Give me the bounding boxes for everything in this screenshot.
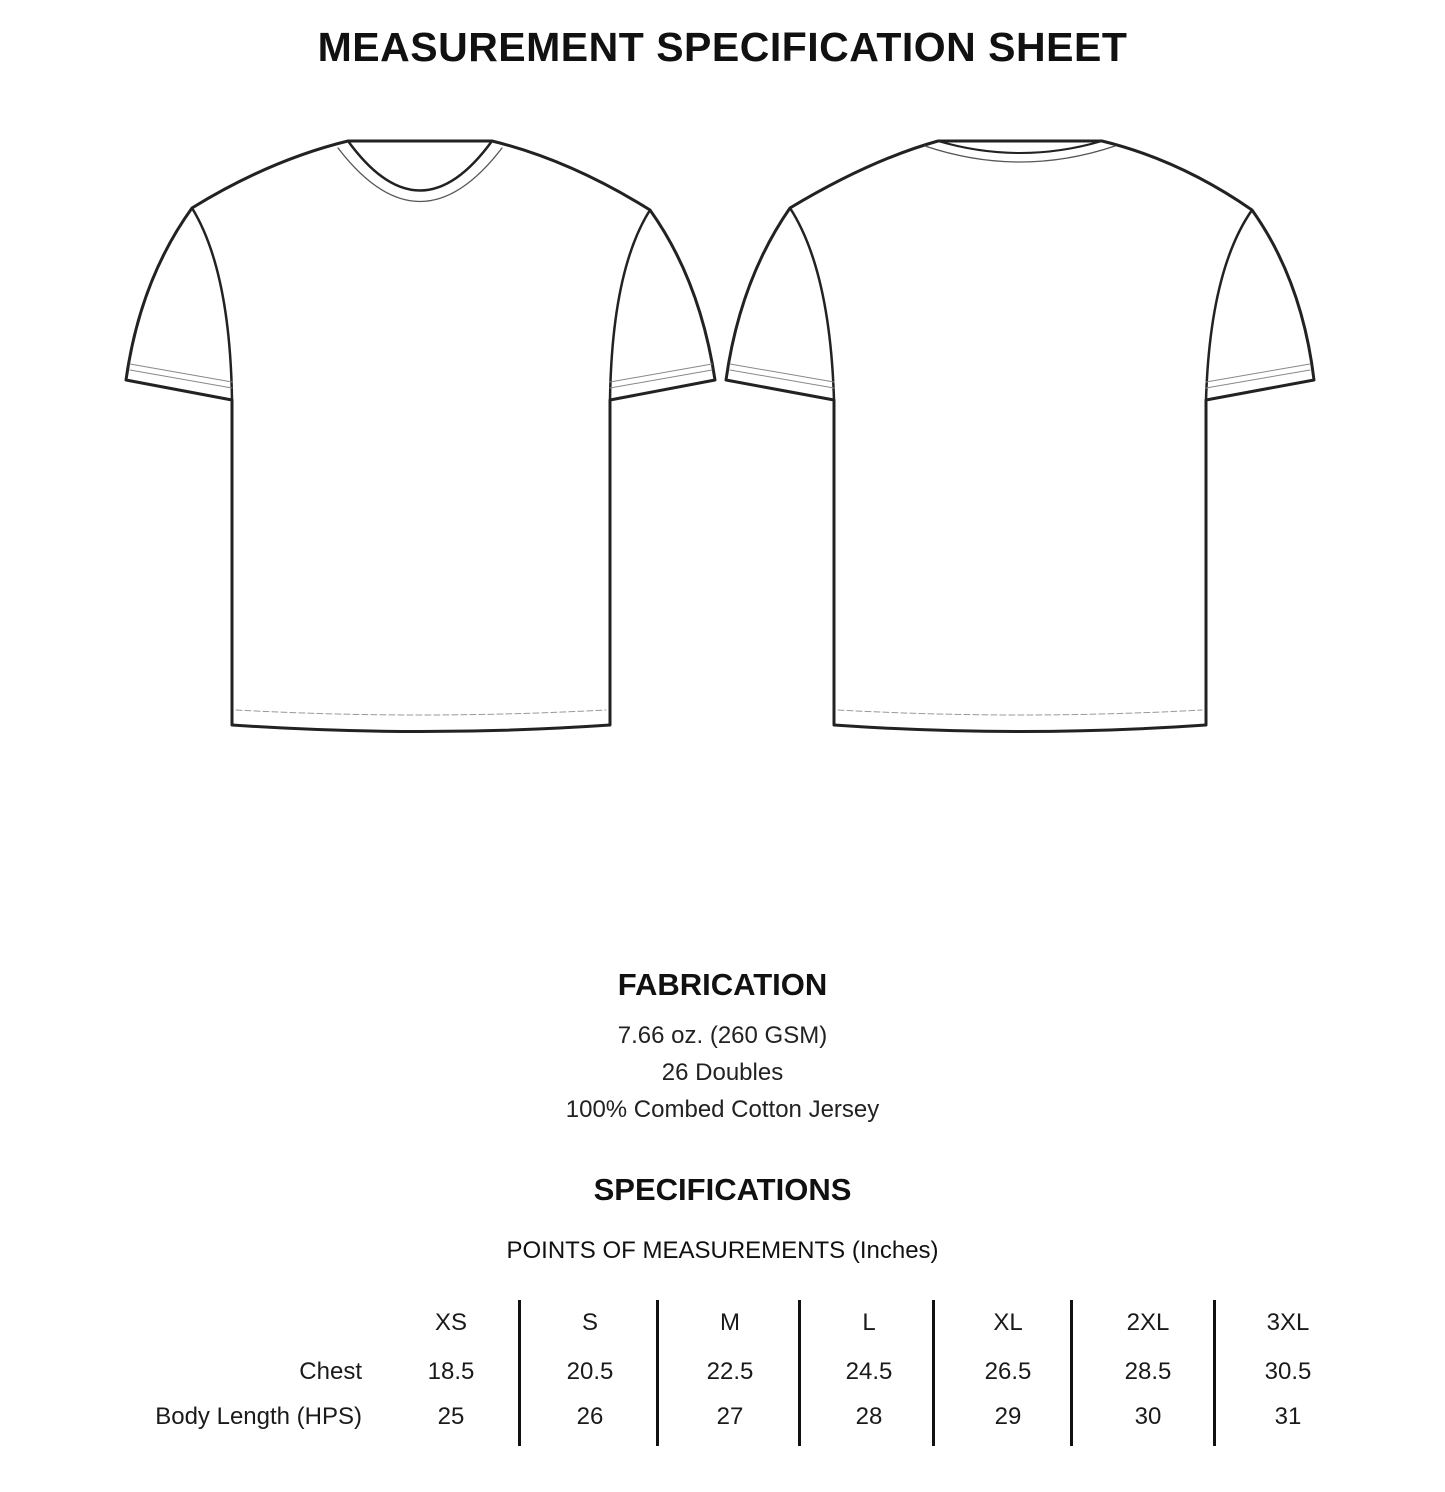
front-body-outline: [126, 141, 715, 732]
fabrication-heading: FABRICATION: [617, 967, 828, 1002]
chest-3xl: 30.5: [1264, 1358, 1312, 1385]
row-label-body-length: Body Length (HPS): [155, 1403, 362, 1430]
column-divider: [932, 1300, 935, 1446]
row-label-chest: Chest: [299, 1358, 362, 1385]
body-length-s: 26: [576, 1403, 604, 1430]
measurement-table: [0, 1300, 1445, 1450]
chest-xs: 18.5: [427, 1358, 475, 1385]
front-bottom-hem: [236, 710, 606, 715]
size-header-xl: XL: [993, 1309, 1023, 1336]
chest-l: 24.5: [845, 1358, 893, 1385]
back-bottom-hem: [838, 710, 1202, 715]
body-length-xl: 29: [994, 1403, 1022, 1430]
size-header-l: L: [862, 1309, 876, 1336]
column-divider: [656, 1300, 659, 1446]
chest-xl: 26.5: [984, 1358, 1032, 1385]
fabrication-gauge: 26 Doubles: [661, 1059, 784, 1086]
front-left-armhole: [192, 208, 232, 400]
tshirt-flats: [0, 120, 1445, 760]
column-divider: [518, 1300, 521, 1446]
body-length-3xl: 31: [1274, 1403, 1302, 1430]
front-right-armhole: [610, 210, 650, 400]
body-length-2xl: 30: [1134, 1403, 1162, 1430]
body-length-l: 28: [855, 1403, 883, 1430]
specifications-heading: SPECIFICATIONS: [593, 1172, 852, 1207]
front-neck-rib: [338, 148, 502, 202]
size-header-s: S: [581, 1309, 598, 1336]
column-divider: [1070, 1300, 1073, 1446]
column-divider: [798, 1300, 801, 1446]
chest-m: 22.5: [706, 1358, 754, 1385]
tshirt-front-flat: [126, 141, 715, 732]
front-neckline: [348, 141, 492, 191]
size-header-m: M: [720, 1309, 740, 1336]
back-neckline: [938, 141, 1102, 153]
fabrication-weight: 7.66 oz. (260 GSM): [617, 1022, 828, 1049]
back-body-outline: [726, 141, 1314, 732]
tshirt-back-flat: [726, 141, 1314, 732]
chest-s: 20.5: [566, 1358, 614, 1385]
size-header-3xl: 3XL: [1266, 1309, 1310, 1336]
size-header-xs: XS: [434, 1309, 467, 1336]
size-header-2xl: 2XL: [1126, 1309, 1170, 1336]
page-title: MEASUREMENT SPECIFICATION SHEET: [317, 24, 1128, 70]
points-of-measurement-title: POINTS OF MEASUREMENTS (Inches): [506, 1237, 939, 1264]
body-length-m: 27: [716, 1403, 744, 1430]
fabrication-content: 100% Combed Cotton Jersey: [565, 1096, 880, 1123]
chest-2xl: 28.5: [1124, 1358, 1172, 1385]
back-right-armhole: [1206, 210, 1252, 400]
body-length-xs: 25: [437, 1403, 465, 1430]
column-divider: [1213, 1300, 1216, 1446]
back-left-armhole: [790, 208, 834, 400]
